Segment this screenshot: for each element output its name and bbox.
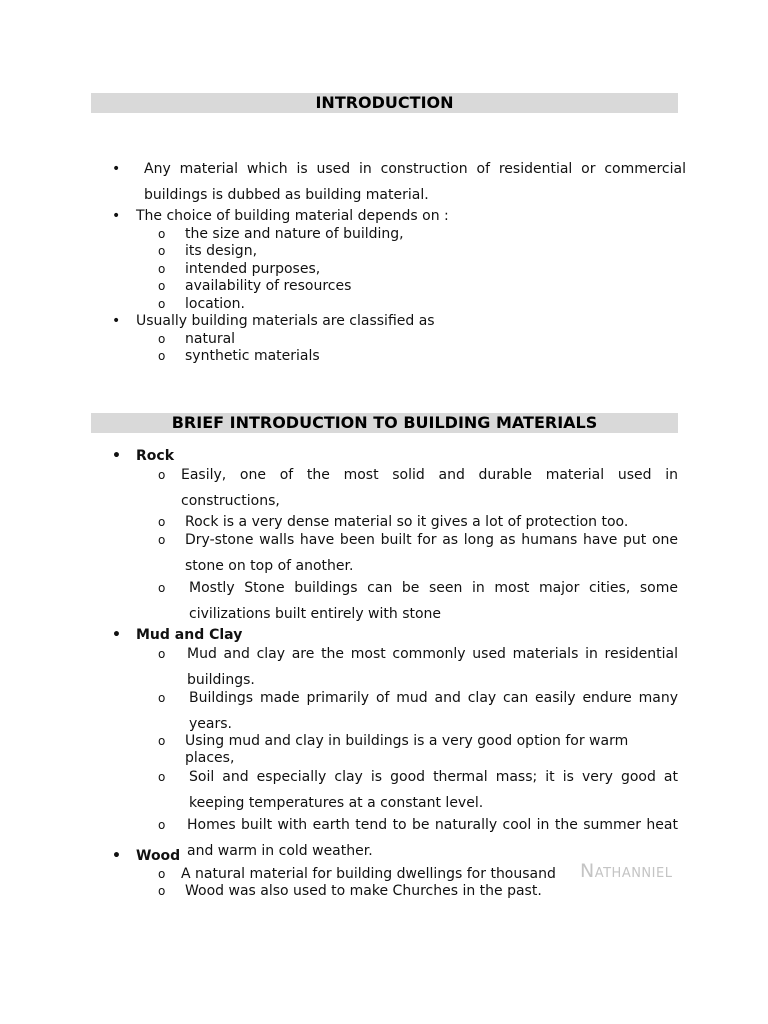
intro-bullet-definition: • Any material which is used in construction of residential or commercial buildings is dubbed as building material. bbox=[136, 156, 686, 208]
choice-item: o its design, bbox=[181, 243, 682, 261]
choice-item: o the size and nature of building, bbox=[181, 226, 682, 244]
rock-heading: • Rock bbox=[136, 448, 678, 466]
introduction-heading: INTRODUCTION bbox=[91, 93, 678, 113]
intro-bullet-choice: • The choice of building material depends on : bbox=[136, 208, 678, 226]
classification-item: o synthetic materials bbox=[181, 348, 682, 366]
mud-clay-section bbox=[0, 627, 768, 864]
choice-item: o location. bbox=[181, 296, 682, 314]
choice-item: o intended purposes, bbox=[181, 261, 682, 279]
mud-clay-item: o Buildings made primarily of mud and clay can easily endure many years. bbox=[181, 685, 678, 737]
author-watermark: Nathanniel bbox=[580, 860, 673, 882]
mud-clay-heading: • Mud and Clay bbox=[136, 627, 678, 645]
rock-section bbox=[0, 448, 768, 627]
wood-item: o Wood was also used to make Churches in the past. bbox=[181, 883, 682, 901]
rock-item: o Easily, one of the most solid and durable material used in constructions, bbox=[181, 462, 678, 514]
brief-introduction-heading: BRIEF INTRODUCTION TO BUILDING MATERIALS bbox=[91, 413, 678, 433]
choice-item: o availability of resources bbox=[181, 278, 682, 296]
classification-item: o natural bbox=[181, 331, 682, 349]
rock-item: o Rock is a very dense material so it gives a lot of protection too. bbox=[181, 514, 682, 532]
mud-clay-item: o Soil and especially clay is good thermal mass; it is very good at keeping temperatures at a constant level. bbox=[181, 764, 678, 816]
mud-clay-item: o Homes built with earth tend to be naturally cool in the summer heat and warm in cold weather. bbox=[181, 812, 678, 864]
rock-item: o Dry-stone walls have been built for as long as humans have put one stone on top of another. bbox=[181, 527, 678, 579]
wood-item: o A natural material for building dwellings for thousand bbox=[181, 866, 678, 884]
mud-clay-item: o Using mud and clay in buildings is a very good option for warm places, bbox=[181, 733, 682, 768]
intro-bullet-classification: • Usually building materials are classified as bbox=[136, 313, 678, 331]
rock-item: o Mostly Stone buildings can be seen in most major cities, some civilizations built entirely with stone bbox=[181, 575, 678, 627]
wood-heading: • Wood bbox=[136, 848, 678, 866]
mud-clay-item: o Mud and clay are the most commonly used materials in residential buildings. bbox=[181, 641, 678, 693]
introduction-list bbox=[0, 156, 768, 366]
